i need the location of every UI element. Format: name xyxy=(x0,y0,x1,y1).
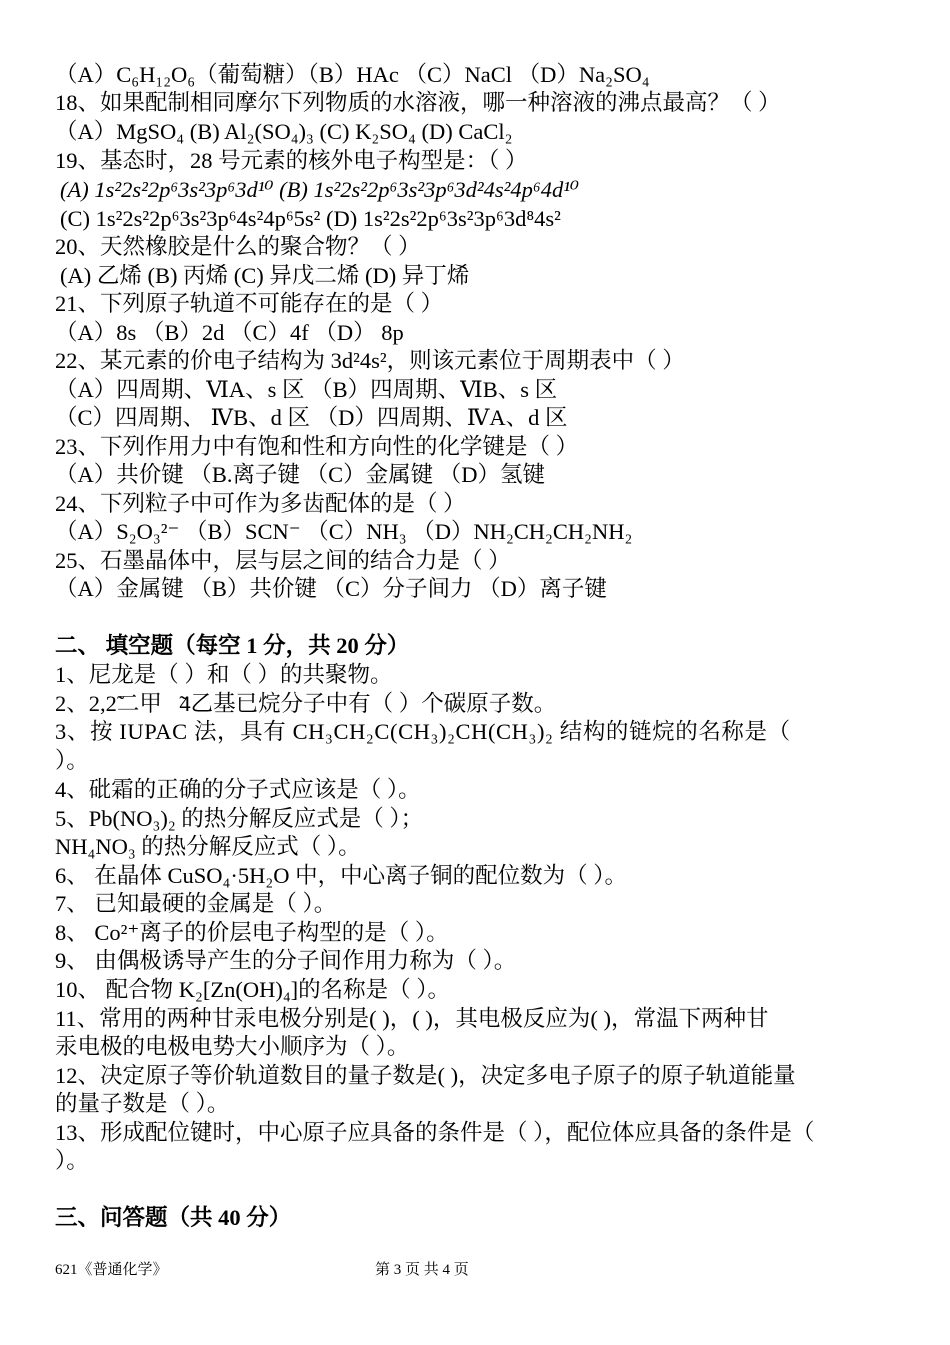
q19-options-cd: (C) 1s²2s²2p⁶3s²3p⁶4s²4p⁶5s² (D) 1s²2s²2p⁶3s²3p⁶3d⁸4s² xyxy=(60,206,561,231)
q25-options: （A）金属键 （B）共价键 （C）分子间力 （D）离子键 xyxy=(55,576,607,601)
fill-item-continued: ）。 xyxy=(55,1148,89,1173)
fill-item: 12、决定原子等价轨道数目的量子数是( )，决定多电子原子的原子轨道能量 xyxy=(55,1063,796,1088)
q21-options: （A）8s （B）2d （C）4f （D） 8p xyxy=(55,320,404,345)
fill-item: 5、Pb(NO₃)₂ 的热分解反应式是（ ）； xyxy=(55,806,424,831)
fill-item-continued: 的量子数是（ ）。 xyxy=(55,1091,230,1116)
fill-item: 10、 配合物 K₂[Zn(OH)₄]的名称是（ ）。 xyxy=(55,977,451,1002)
fill-item: 4、砒霜的正确的分子式应该是（ ）。 xyxy=(55,777,421,802)
fill-item: 8、 Co²⁺离子的价层电子构型的是（ ）。 xyxy=(55,920,449,945)
fill-item: 9、 由偶极诱导产生的分子间作用力称为（ ）。 xyxy=(55,948,517,973)
fill-item: 1、尼龙是（ ）和（ ）的共聚物。 xyxy=(55,662,393,687)
q17-options: （A）C₆H₁₂O₆（葡萄糖）（B）HAc （C）NaCl （D）Na₂SO₄ xyxy=(55,62,650,87)
q22-options-ab: （A）四周期、ⅥA、s 区 （B）四周期、ⅥB、s 区 xyxy=(55,377,558,402)
footer-page-number: 第 3 页 共 4 页 xyxy=(375,1262,469,1278)
q21-text: 21、下列原子轨道不可能存在的是（ ） xyxy=(55,291,444,316)
fill-item-continued: NH₄NO₃ 的热分解反应式（ ）。 xyxy=(55,834,361,859)
q22-text: 22、某元素的价电子结构为 3d²4s²，则该元素位于周期表中（ ） xyxy=(55,348,685,373)
footer-course: 621《普通化学》 xyxy=(55,1262,168,1278)
q20-text: 20、天然橡胶是什么的聚合物？（ ） xyxy=(55,234,421,259)
fill-item: 11、常用的两种甘汞电极分别是( )，( )，其电极反应为( )，常温下两种甘 xyxy=(55,1006,769,1031)
q18-options: （A）MgSO₄ (B) Al₂(SO₄)₃ (C) K₂SO₄ (D) CaCl₂ xyxy=(55,119,513,144)
fill-item: 7、 已知最硬的金属是（ ）。 xyxy=(55,891,337,916)
fill-item-continued: ）。 xyxy=(55,748,89,773)
q23-text: 23、下列作用力中有饱和性和方向性的化学键是（ ） xyxy=(55,434,579,459)
q23-options: （A）共价键 （B.离子键 （C）金属键 （D）氢键 xyxy=(55,462,546,487)
q19-text: 19、基态时，28 号元素的核外电子构型是：（ ） xyxy=(55,148,528,173)
fill-item: 13、形成配位键时，中心原子应具备的条件是（ ），配位体应具备的条件是（ xyxy=(55,1120,815,1145)
fill-item: 6、 在晶体 CuSO₄·5H₂O 中，中心离子铜的配位数为（ ）。 xyxy=(55,863,627,888)
q22-options-cd: （C）四周期、 ⅣB、d 区 （D）四周期、ⅣA、d 区 xyxy=(55,405,568,430)
fill-item: 3、按 IUPAC 法，具有 CH₃CH₂C(CH₃)₂CH(CH₃)₂ 结构的链烷的名称是（ xyxy=(55,719,791,744)
section2-heading: 二、 填空题（每空 1 分，共 20 分） xyxy=(55,633,410,658)
q24-text: 24、下列粒子中可作为多齿配体的是（ ） xyxy=(55,491,466,516)
q25-text: 25、石墨晶体中，层与层之间的结合力是（ ） xyxy=(55,548,511,573)
q18-text: 18、如果配制相同摩尔下列物质的水溶液，哪一种溶液的沸点最高？（ ） xyxy=(55,90,781,115)
q19-options-ab: (A) 1s²2s²2p⁶3s²3p⁶3d¹⁰ (B) 1s²2s²2p⁶3s²3p⁶3d²4s²4p⁶4d¹⁰ xyxy=(60,177,579,202)
q20-options: (A) 乙烯 (B) 丙烯 (C) 异戊二烯 (D) 异丁烯 xyxy=(60,263,470,288)
fill-item: 2、2,2̃二甲基̃4乙基已烷分子中有（ ）个碳原子数。 xyxy=(55,691,557,716)
q24-options: （A）S₂O₃²⁻ （B）SCN⁻ （C）NH₃ （D）NH₂CH₂CH₂NH₂ xyxy=(55,519,633,544)
section3-heading: 三、问答题（共 40 分） xyxy=(55,1205,292,1230)
fill-item-continued: 汞电极的电极电势大小顺序为（ ）。 xyxy=(55,1034,410,1059)
